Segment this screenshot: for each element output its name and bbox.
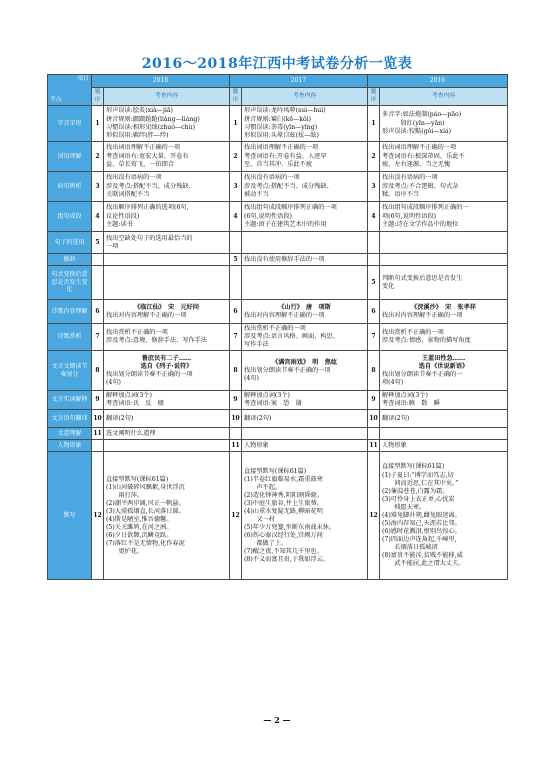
question-number: 10 [368, 410, 380, 428]
question-number: 3 [230, 172, 242, 202]
question-number: 5 [92, 232, 104, 254]
table-row [48, 351, 508, 391]
category-label: 诗歌赏析 [48, 324, 92, 351]
question-number: 6 [92, 300, 104, 324]
page-number: — 2 — [263, 715, 291, 725]
content-line: 涉及考点:情感、景物的描写角度 [382, 337, 471, 345]
question-number: 8 [368, 351, 380, 391]
content-line: (8)不义而富且贵,于我如浮云。 [244, 556, 329, 564]
question-content [242, 142, 368, 172]
table-row [48, 254, 508, 266]
content-line: (5)关关雎鸠,在河之洲。 [106, 523, 173, 531]
question-number: 9 [368, 391, 380, 410]
question-number: 6 [368, 300, 380, 324]
content-line: 多音字:如法炮制(páo—pāo) [382, 111, 462, 119]
question-number: 11 [230, 440, 242, 452]
question-content [380, 172, 508, 202]
content-line: 长烟落日孤城闭 [382, 544, 438, 552]
content-line: 解释加点词(3个) [244, 392, 290, 400]
empty-cell [242, 428, 368, 440]
empty-cell [230, 232, 242, 254]
content-line: 至、首当其冲、乐此不疲 [244, 160, 313, 168]
content-line: (3)中庭生旅谷,井上生旅葵。 [244, 499, 323, 507]
table-row [48, 324, 508, 351]
content-line: 直接型默写(课标61篇) [382, 463, 445, 471]
content-line: 变化 [382, 282, 395, 290]
empty-cell [368, 232, 380, 254]
question-number: 9 [92, 391, 104, 410]
question-number: 4 [230, 202, 242, 232]
table-row [48, 172, 508, 202]
empty-cell [104, 440, 230, 452]
category-label: 文言文朗读节奏划分 [48, 351, 92, 391]
category-label: 文言实词解释 [48, 391, 92, 410]
col-num-header: 题序 [92, 88, 104, 106]
table-row [48, 142, 508, 172]
content-line: (4句) [244, 374, 259, 382]
content-line: 找出顺序排列正确的选项(6句, [106, 204, 189, 212]
content-line: 议论性语段) [106, 212, 140, 220]
content-line: 解释加点词(3个) [106, 392, 152, 400]
content-line: 写作手法 [244, 341, 269, 349]
table-row [48, 440, 508, 452]
content-line: 找出空缺处句子的选用最恰当的 [106, 234, 193, 242]
category-label: 病句辨析 [48, 172, 92, 202]
content-line: 找出对内容理解不正确的一项 [106, 311, 187, 319]
content-line: 考查词语有:开卷有益、人迹罕 [244, 152, 327, 160]
content-line: 涉及考点:意境、修辞手法、写作手法 [106, 337, 208, 345]
question-number: 2 [368, 142, 380, 172]
category-label: 人物形象 [48, 440, 92, 452]
question-number: 12 [92, 452, 104, 580]
content-line: 涉及考点:搭配不当、成分残缺、 [106, 182, 195, 190]
empty-cell [104, 254, 230, 266]
question-number: 11 [92, 428, 104, 440]
content-line: 形声误读:狡黠(ɡǒi—xiá) [382, 127, 452, 135]
question-content [380, 410, 508, 428]
question-content [104, 142, 230, 172]
content-line: 拼音规则:窠臼(kē—kǒi) [244, 115, 312, 123]
content-line: 考查词语:瞋 数 瞬 [382, 400, 440, 408]
question-content [380, 300, 508, 324]
col-content-header: 考查内容 [242, 88, 368, 106]
content-line: (1)山河破碎风飘絮,身世浮沉 [106, 483, 185, 491]
table-row [48, 232, 508, 254]
question-content [104, 428, 230, 440]
empty-cell [92, 440, 104, 452]
question-content [104, 300, 230, 324]
col-content-header: 考查内容 [380, 88, 508, 106]
content-line: 疲、左右逢源、当之无愧 [382, 160, 451, 168]
content-line: 找出组句成段顺序排列正确的一 [382, 204, 469, 212]
category-label: 字音字形 [48, 106, 92, 142]
col-num-header: 题序 [368, 88, 380, 106]
corner-bottom-label: 考点 [50, 96, 62, 103]
question-content [242, 391, 368, 410]
corner-top-label: 项目 [77, 76, 89, 82]
question-number: 12 [230, 452, 242, 580]
content-line: 找出赏析不正确的一项 [244, 325, 306, 333]
content-line: 找出没有语病的一项 [106, 174, 162, 182]
content-line: (7)四面边声连角起,千嶂里, [382, 536, 457, 544]
year-header: 2017 [230, 75, 368, 88]
content-line: 直接型默写(课标61篇) [106, 475, 169, 483]
content-line: 问而近思,仁在其中矣。” [382, 479, 459, 487]
table-row [48, 391, 508, 410]
question-number: 1 [230, 106, 242, 142]
question-content [380, 452, 508, 580]
content-line: 涉及考点:搭配不当、成分残缺、 [244, 182, 333, 190]
question-content [380, 391, 508, 410]
content-line: 翻译(2句) [382, 414, 410, 422]
category-label: 组句成段 [48, 202, 92, 232]
empty-cell [380, 428, 508, 440]
table-row [48, 300, 508, 324]
question-number: 10 [92, 410, 104, 428]
question-content [104, 172, 230, 202]
content-line: 找出赏析不正确的一项 [382, 329, 444, 337]
page-title: 2016～2018年江西中考试卷分析一览表 [141, 56, 413, 72]
content-line: 都做了土。 [244, 540, 288, 548]
content-line: 找出对内容理解不正确的一项 [244, 311, 325, 319]
content-line: 殷红(yīn—yān) [382, 119, 445, 127]
category-label: 诗歌内容理解 [48, 300, 92, 324]
content-line: 声不起。 [244, 483, 282, 491]
question-content [380, 142, 508, 172]
question-number: 11 [368, 440, 380, 452]
content-line: (5)年少万兜鍪,坐断东南战未休。 [244, 523, 336, 531]
category-label: 修辞 [48, 254, 92, 266]
content-line: 考查词语:氏 反 辍 [106, 400, 164, 408]
content-line: 习惯误读:荼毒(yīn—yīnɡ) [244, 123, 318, 131]
question-content [104, 232, 230, 254]
question-number: 4 [368, 202, 380, 232]
question-content [242, 172, 368, 202]
content-line: 益、草长莺飞、一拍即合 [106, 160, 175, 168]
table-row [48, 410, 508, 428]
question-number: 5 [368, 266, 380, 300]
content-line: 更护花。 [106, 548, 144, 556]
content-line: 项(6句,说明性语段) [382, 212, 437, 220]
question-number: 2 [92, 142, 104, 172]
source-title: 鲁庶民有二子…… [141, 354, 192, 362]
question-content [380, 202, 508, 232]
table-row [48, 428, 508, 440]
content-line: (6)夕日欲颓,沉鳞竞跃。 [106, 532, 173, 539]
question-content [104, 452, 230, 580]
content-line: 找出词语理解不正确的一项 [382, 144, 457, 152]
content-line: 考查词语有:宽宏大量、开卷有 [106, 152, 189, 160]
content-line: (1)半卷红旗临易水,霜重鼓寒 [244, 475, 323, 483]
content-line: 贱愿天寒。 [382, 503, 426, 511]
exam-analysis-table [47, 74, 508, 580]
source-subtitle: 选自《世说新语》 [418, 362, 469, 370]
col-num-header: 题序 [230, 88, 242, 106]
question-number: 8 [230, 351, 242, 391]
content-line: (3)可怜身上衣正单,心忧炭 [382, 495, 455, 503]
content-line: 判断句式变换后意思是否发生 [382, 274, 463, 282]
empty-cell [92, 266, 104, 300]
empty-cell [368, 428, 380, 440]
question-number: 3 [92, 172, 104, 202]
question-content [380, 324, 508, 351]
question-content [380, 266, 508, 300]
category-label: 文意理解 [48, 428, 92, 440]
table-body [48, 106, 508, 580]
content-line: (8)富贵不能淫,贫贱不能移,威 [382, 552, 463, 560]
content-line: 拼音规则:踉踉跄跄(liànɡ—liánɡ) [106, 115, 200, 123]
question-content [242, 202, 368, 232]
content-line: 考查词语有:根深蒂固、乐此不 [382, 152, 465, 160]
category-label: 句式变换后意思是否发生变化 [48, 266, 92, 300]
content-line: 考查词语:案 恐 谢 [244, 400, 302, 408]
question-number: 12 [368, 452, 380, 580]
content-line: (6句,说明性语段) [244, 212, 292, 220]
content-line: 翻译(2句) [106, 414, 134, 422]
content-line: (7)落红不是无情物,化作春泥 [106, 540, 185, 548]
question-number: 10 [230, 410, 242, 428]
content-line: (4)斯是陋室,惟吾德馨。 [106, 515, 173, 523]
question-content [104, 106, 230, 142]
question-number: 4 [92, 202, 104, 232]
question-number: 8 [92, 351, 104, 391]
source-title: 《满宫雨戏》 明 焦竑 [272, 358, 337, 366]
content-line: (1)子夏曰:“博学而笃志,切 [382, 471, 454, 479]
question-number: 1 [92, 106, 104, 142]
empty-cell [92, 254, 104, 266]
question-content [242, 440, 368, 452]
question-number: 2 [230, 142, 242, 172]
content-line: 被动不当 [244, 190, 269, 198]
question-number: 9 [230, 391, 242, 410]
content-line: 翻译(2句) [244, 414, 272, 422]
question-content [380, 106, 508, 142]
content-line: (6)伤心秦汉经行处,宫阙万间 [244, 532, 323, 539]
question-content [104, 351, 230, 391]
question-number: 7 [92, 324, 104, 351]
question-content [242, 452, 368, 580]
content-line: 人物形象 [244, 441, 269, 449]
content-line: (6)感时花溅泪,恨别鸟惊心。 [382, 527, 461, 535]
content-line: (2)蒹葭苍苍,白露为霜。 [382, 487, 449, 495]
content-line: 习惯误读:相形见绌(zhuó—chù) [106, 123, 195, 131]
question-content [104, 410, 230, 428]
table-row [48, 452, 508, 580]
category-label: 默写 [48, 452, 92, 580]
question-number: 1 [368, 106, 380, 142]
question-content [242, 106, 368, 142]
empty-cell [230, 266, 242, 300]
col-content-header: 考查内容 [104, 88, 230, 106]
empty-cell [242, 266, 368, 300]
content-line: 糅、语序不当 [382, 190, 420, 198]
content-line: (2)潮平两岸阔,风正一帆悬。 [106, 499, 185, 507]
category-label: 句子的选用 [48, 232, 92, 254]
question-content [104, 324, 230, 351]
content-line: 关联词搭配不当 [106, 190, 150, 198]
content-line: 主题:读书 [106, 220, 133, 228]
question-content [242, 410, 368, 428]
content-line: 直接型默写(课标61篇) [244, 467, 307, 475]
content-line: (5)海内存知己,天涯若比邻。 [382, 519, 461, 527]
content-line: 雨打萍。 [106, 491, 144, 499]
content-line: 一项 [106, 242, 119, 250]
year-header: 2018 [92, 75, 230, 88]
content-line: 选文阐明什么道理 [106, 429, 156, 437]
source-title: 王蓝田性急…… [421, 354, 466, 362]
empty-cell [242, 232, 368, 254]
content-line: 形声误读:龙吟凤哕(suì—huì) [244, 107, 326, 115]
content-line: 找出没有语病的一项 [382, 174, 438, 182]
empty-cell [380, 232, 508, 254]
source-title: 《浣溪沙》 宋 张孝祥 [411, 303, 476, 311]
content-line: 找出赏析不正确的一项 [106, 329, 168, 337]
empty-cell [368, 254, 380, 266]
content-line: 项(4句) [382, 378, 404, 386]
question-content [104, 391, 230, 410]
content-line: 找出对内容理解不正确的一项 [382, 311, 463, 319]
content-line: 涉及考点:语言风格、画面、构思、 [244, 333, 339, 341]
table-row [48, 202, 508, 232]
question-number: 3 [368, 172, 380, 202]
category-label: 文言语句翻译 [48, 410, 92, 428]
source-title: 《山行》 唐 项斯 [278, 303, 331, 311]
content-line: 找出划分朗读节奏不正确的一 [382, 370, 463, 378]
question-number: 7 [368, 324, 380, 351]
content-line: 找出组句成段顺序排列正确的一项 [244, 204, 337, 212]
question-content [242, 254, 368, 266]
source-subtitle: 选自《列子·说符》 [140, 362, 193, 370]
question-content [242, 300, 368, 324]
content-line: 找出没有使用修辞手法的一项 [244, 255, 325, 263]
content-line: 解释加点词(3个) [382, 392, 428, 400]
content-line: (4句) [106, 378, 121, 386]
content-line: 武不能屈,此之谓大丈夫。 [382, 560, 465, 568]
content-line: 找出没有语病的一项 [244, 174, 300, 182]
empty-cell [380, 254, 508, 266]
content-line: (4)雉兔脚扑朔,雌兔眼迷离。 [382, 511, 461, 519]
content-line: 涉及考点:不合逻辑、句式杂 [382, 182, 459, 190]
empty-cell [230, 428, 242, 440]
content-line: 主题:诗在文学作品中的地位 [382, 220, 459, 228]
question-content [380, 351, 508, 391]
content-line: 主题:窗子在建筑艺术中的作用 [244, 220, 327, 228]
content-line: 人物形象 [382, 441, 407, 449]
content-line: 形似误用:羁绊(拌—绊) [106, 131, 169, 139]
content-line: (4)山重水复疑无路,柳暗花明 [244, 507, 323, 515]
question-content [104, 202, 230, 232]
content-line: 找出词语理解不正确的一项 [244, 144, 319, 152]
empty-cell [104, 266, 230, 300]
category-label: 词语理解 [48, 142, 92, 172]
year-header: 2016 [368, 75, 508, 88]
content-line: 形似误用:头晕目眩(炫—眩) [244, 131, 319, 139]
question-content [242, 351, 368, 391]
question-number: 5 [230, 254, 242, 266]
content-line: (7)醒之夜,不知其几千里也。 [244, 548, 323, 556]
question-content [380, 440, 508, 452]
question-number: 6 [230, 300, 242, 324]
content-line: 找出划分朗读节奏不正确的一项 [244, 366, 331, 374]
content-line: (2)造化钟神秀,阴阳割昏晓。 [244, 491, 323, 499]
content-line: 又一村 [244, 515, 275, 523]
content-line: 形声误读:脍炙(xià—jiā) [106, 107, 173, 115]
table-row [48, 106, 508, 142]
content-line: 找出词语理解不正确的一项 [106, 144, 181, 152]
content-line: 找出划分朗读节奏不正确的一项 [106, 370, 193, 378]
source-title: 《临江仙》 宋 元好问 [134, 303, 199, 311]
table-corner [48, 75, 92, 106]
content-line: (3)大漠孤烟直,长河落日圆。 [106, 507, 185, 515]
question-content [242, 324, 368, 351]
question-number: 7 [230, 324, 242, 351]
table-row [48, 266, 508, 300]
